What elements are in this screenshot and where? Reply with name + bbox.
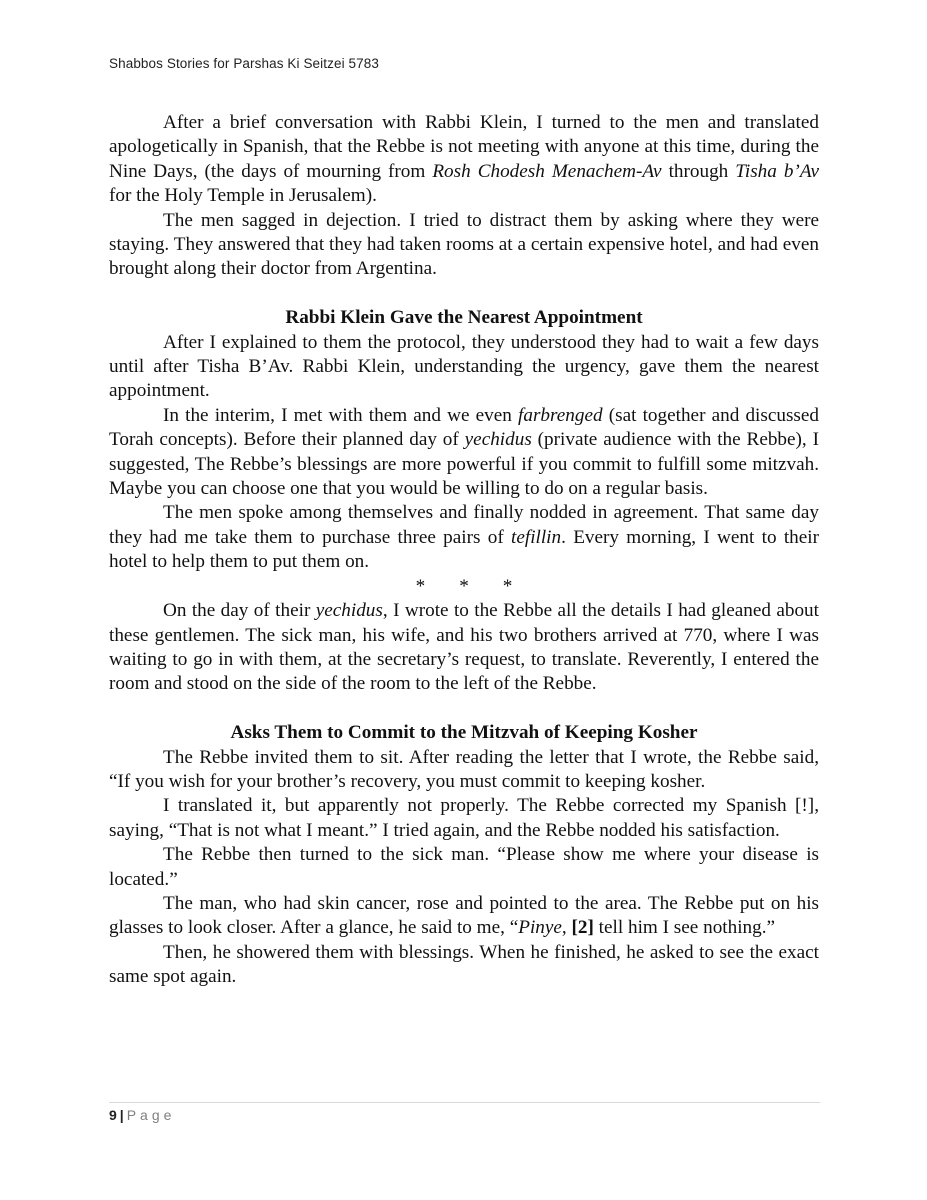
italic-term: yechidus (464, 429, 532, 451)
paragraph: The Rebbe invited them to sit. After reading the letter that I wrote, the Rebbe said, “If you wish for your brother’s recovery, you must commit to keeping kosher. (109, 746, 819, 792)
page-number: 9 (109, 1107, 117, 1123)
asterisk: * (502, 575, 513, 597)
page-footer (109, 1107, 175, 1123)
paragraph (109, 599, 819, 697)
italic-term: Pinye (518, 917, 562, 939)
text-run: through (661, 160, 736, 182)
text-run: (sat together and discussed Torah concepts). Before their planned day of (109, 404, 819, 451)
scene-break (109, 575, 819, 599)
section-heading: Rabbi Klein Gave the Nearest Appointment (285, 307, 643, 329)
paragraph (109, 892, 819, 941)
italic-term: farbrenged (518, 404, 603, 426)
text-run: . Every morning, I went to their hotel to help them to put them on. (109, 526, 819, 573)
paragraph: The men sagged in dejection. I tried to distract them by asking where they were staying. They answered that they had taken rooms at a certain expensive hotel, and had even brought along their doctor from Argentina. (109, 209, 819, 280)
text-run: , (561, 917, 572, 939)
paragraph: Then, he showered them with blessings. When he finished, he asked to see the exact same spot again. (109, 941, 819, 988)
text-run: tell him I see nothing.” (593, 917, 776, 939)
page-label: Page (126, 1107, 176, 1123)
blank-line (109, 282, 819, 306)
text-run: (private audience with the Rebbe), I suggested, The Rebbe’s blessings are more powerful if you commit to fulfill some mitzvah. Maybe you can choose one that you would be willing to do on a regular basis. (109, 429, 819, 500)
text-run: The man, who had skin cancer, rose and pointed to the area. The Rebbe put on his glasses to look closer. After a glance, he said to me, “ (109, 892, 819, 939)
text-run: On the day of their (163, 600, 316, 622)
asterisk: * (459, 575, 469, 597)
text-run: In the interim, I met with them and we even (163, 404, 519, 426)
section-heading: Asks Them to Commit to the Mitzvah of Keeping Kosher (230, 722, 698, 744)
italic-term: yechidus (315, 600, 383, 622)
italic-term: Rosh Chodesh Menachem-Av (432, 160, 662, 182)
text-run: After a brief conversation with Rabbi Klein, I turned to the men and translated apologetically in Spanish, that the Rebbe is not meeting with anyone at this time, during the Nine Days, (the days of mourning from (109, 112, 819, 182)
paragraph (109, 111, 819, 209)
paragraph (109, 404, 819, 502)
italic-term: tefillin (511, 526, 562, 548)
blank-line (109, 697, 819, 721)
asterisk: * (415, 575, 426, 597)
footer-separator: | (119, 1107, 124, 1123)
text-run: , I wrote to the Rebbe all the details I had gleaned about these gentlemen. The sick man, his wife, and his two brothers arrived at 770, where I was waiting to go in with them, at the secretary’s request, to translate. Reverently, I entered the room and stood on the side of the room to the left of the Rebbe. (109, 600, 819, 695)
running-header: Shabbos Stories for Parshas Ki Seitzei 5783 (109, 56, 379, 71)
article-body (109, 111, 819, 990)
paragraph: I translated it, but apparently not properly. The Rebbe corrected my Spanish [!], saying, “That is not what I meant.” I tried again, and the Rebbe nodded his satisfaction. (109, 795, 819, 841)
paragraph (109, 501, 819, 574)
text-run: The men spoke among themselves and finally nodded in agreement. That same day they had me take them to purchase three pairs of (109, 502, 819, 548)
footnote-reference[interactable]: [2] (571, 917, 594, 939)
italic-term: Tisha b’Av (735, 160, 819, 182)
paragraph: After I explained to them the protocol, they understood they had to wait a few days until after Tisha B’Av. Rabbi Klein, understanding the urgency, gave them the nearest appointment. (109, 331, 819, 402)
paragraph: The Rebbe then turned to the sick man. “Please show me where your disease is located.” (109, 844, 819, 890)
footer-divider (109, 1102, 820, 1103)
text-run: for the Holy Temple in Jerusalem). (109, 185, 377, 207)
